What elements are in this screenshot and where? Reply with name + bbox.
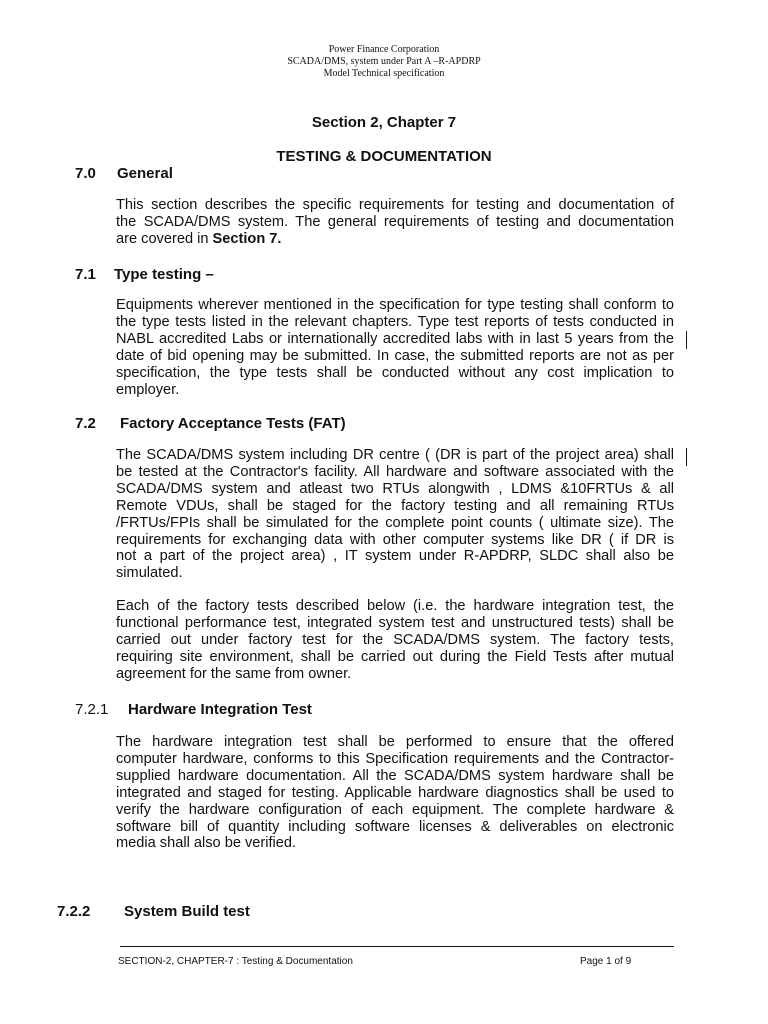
text-line: not a part of the project area) , IT system under R-APDRP, SLDC shall also be [116, 548, 674, 565]
text-line: NABL accredited Labs or internationally accredited labs with in last 5 years from the [116, 330, 674, 347]
text-line: Equipments wherever mentioned in the specification for type testing shall conform to [116, 297, 674, 313]
text-line: specification, the type tests shall be conducted without any cost implication to [116, 364, 674, 381]
heading-7-1-number: 7.1 [75, 266, 96, 283]
text-line: SCADA/DMS system and atleast two RTUs alongwith , LDMS &10FRTUs & all [116, 480, 674, 497]
header-organization: Power Finance Corporation [328, 44, 440, 55]
paragraph-7-2-a [116, 447, 674, 582]
heading-7-1-title: Type testing – [114, 266, 214, 283]
heading-7-2-2-number: 7.2.2 [57, 903, 91, 920]
heading-7-0-number: 7.0 [75, 165, 96, 182]
header-spec: Model Technical specification [323, 68, 445, 79]
text-line: be tested at the Contractor's facility. All hardware and software associated with the [116, 463, 674, 480]
paragraph-7-1 [116, 297, 674, 398]
footer-section-label: SECTION-2, CHAPTER-7 : Testing & Documentation [118, 956, 353, 967]
text-line: agreement for the same from owner. [116, 665, 352, 682]
text-line: software bill of quantity including software licenses & deliverables on electronic [116, 818, 674, 835]
text-line: Remote VDUs, shall be staged for the factory testing and all remaining RTUs [116, 497, 674, 514]
header-subject: SCADA/DMS, system under Part A –R-APDRP [287, 56, 481, 67]
heading-7-2-title: Factory Acceptance Tests (FAT) [120, 415, 346, 432]
text-line: Each of the factory tests described below (i.e. the hardware integration test, the [116, 598, 674, 614]
text-line: the SCADA/DMS system. The general requirements of testing and documentation [116, 213, 674, 230]
text-line: The hardware integration test shall be performed to ensure that the offered [116, 734, 674, 750]
text-line: are covered in Section 7. [116, 230, 282, 247]
text-line: The SCADA/DMS system including DR centre ( (DR is part of the project area) shall [116, 447, 674, 463]
paragraph-7-0 [116, 197, 674, 248]
text-line: date of bid opening may be submitted. In case, the submitted reports are not as per [116, 347, 674, 364]
document-title: TESTING & DOCUMENTATION [276, 148, 492, 165]
text-line: supplied hardware documentation. All the SCADA/DMS system hardware shall be [116, 767, 674, 784]
text-line: computer hardware, conforms to this Specification requirements and the Contractor- [116, 750, 674, 767]
change-bar [686, 448, 687, 466]
section-title: Section 2, Chapter 7 [311, 114, 457, 131]
text-line: the type tests listed in the relevant chapters. Type test reports of tests conducted in [116, 313, 674, 330]
text-line: requirements for exchanging data with other computer systems like DR ( if DR is [116, 531, 674, 548]
text-line: employer. [116, 381, 180, 398]
text-line: functional performance test, integrated system test and unstructured tests) shall be [116, 614, 674, 631]
text-line: carried out under factory test for the SCADA/DMS system. The factory tests, [116, 631, 674, 648]
paragraph-7-2-1 [116, 734, 674, 852]
heading-7-0-title: General [117, 165, 173, 182]
heading-7-2-number: 7.2 [75, 415, 96, 432]
text-line: /FRTUs/FPIs shall be simulated for the complete point counts ( ultimate size). The [116, 514, 674, 531]
footer-rule [120, 946, 674, 947]
paragraph-7-2-b [116, 598, 674, 683]
text-line: integrated and staged for testing. Applicable hardware diagnostics shall be used to [116, 784, 674, 801]
text-line: verify the hardware configuration of each equipment. The complete hardware & [116, 801, 674, 818]
heading-7-2-1-title: Hardware Integration Test [128, 701, 312, 718]
text-line: simulated. [116, 565, 183, 582]
text-line: media shall also be verified. [116, 835, 297, 852]
heading-7-2-1-number: 7.2.1 [75, 701, 109, 718]
page-number: Page 1 of 9 [580, 956, 632, 967]
change-bar [686, 331, 687, 349]
text-line: requiring site environment, shall be carried out during the Field Tests after mutual [116, 648, 674, 665]
text-line: This section describes the specific requirements for testing and documentation of [116, 197, 674, 213]
heading-7-2-2-title: System Build test [124, 903, 250, 920]
section-reference: Section 7. [212, 230, 282, 247]
